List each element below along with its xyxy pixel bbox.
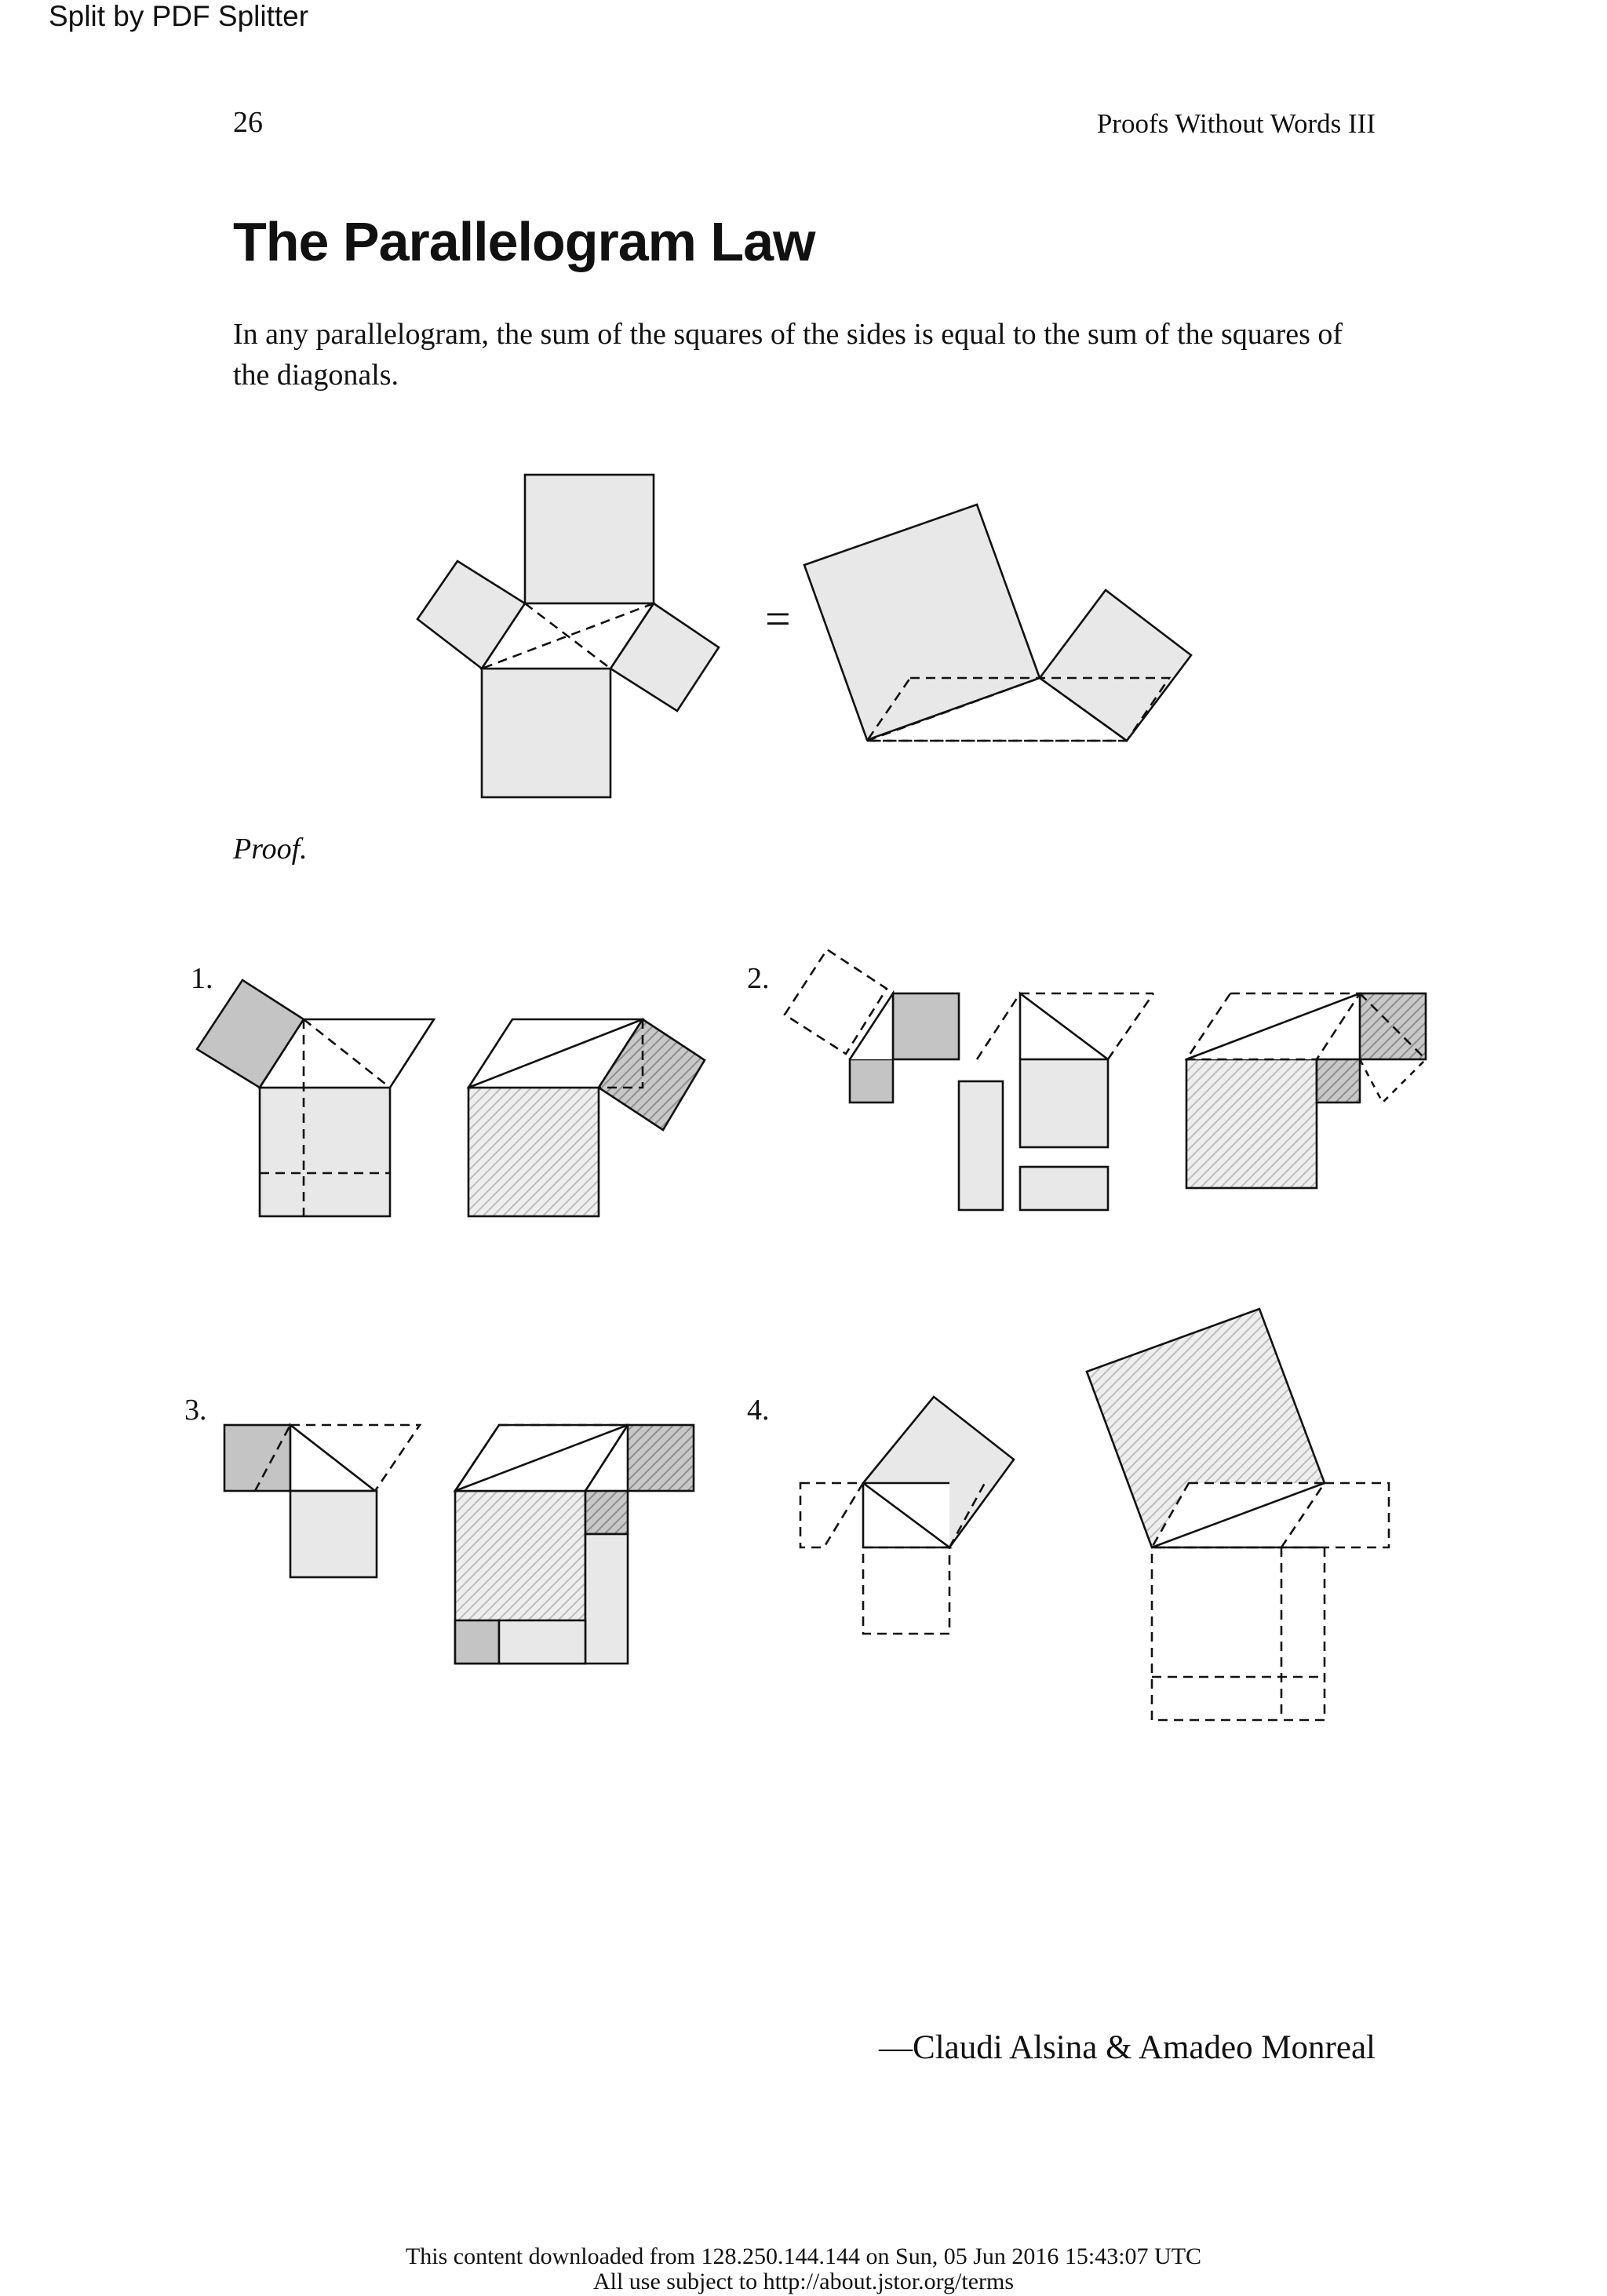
step-4-figure	[800, 1309, 1389, 1720]
square-top	[525, 475, 654, 603]
step-3-label: 3.	[184, 1394, 207, 1427]
step-1-figure	[197, 980, 705, 1216]
running-title: Proofs Without Words III	[1096, 108, 1376, 139]
page-title: The Parallelogram Law	[233, 211, 815, 272]
author-credit: —Claudi Alsina & Amadeo Monreal	[879, 2029, 1376, 2066]
square-short-diagonal	[1040, 590, 1191, 741]
square-long-diagonal	[804, 505, 1040, 740]
equals-sign: =	[765, 593, 791, 644]
footer-terms-line: All use subject to http://about.jstor.org/terms	[592, 2269, 1015, 2294]
page-number: 26	[233, 106, 263, 139]
proof-label: Proof.	[233, 833, 308, 866]
square-bottom	[482, 669, 610, 797]
step-3-figure	[224, 1425, 694, 1664]
step-2-figure	[785, 949, 1426, 1210]
step-1-label: 1.	[191, 962, 213, 995]
footer	[0, 2244, 1607, 2294]
step-4-label: 4.	[747, 1394, 770, 1427]
main-figure-left	[417, 475, 719, 797]
watermark-text: Split by PDF Splitter	[49, 0, 309, 32]
step-2-label: 2.	[747, 962, 770, 995]
main-figure-right	[804, 505, 1191, 741]
footer-download-line: This content downloaded from 128.250.144.144 on Sun, 05 Jun 2016 15:43:07 UTC	[405, 2243, 1202, 2269]
theorem-statement: In any parallelogram, the sum of the squares of the sides is equal to the sum of the squares of the diagonals.	[233, 318, 1343, 392]
